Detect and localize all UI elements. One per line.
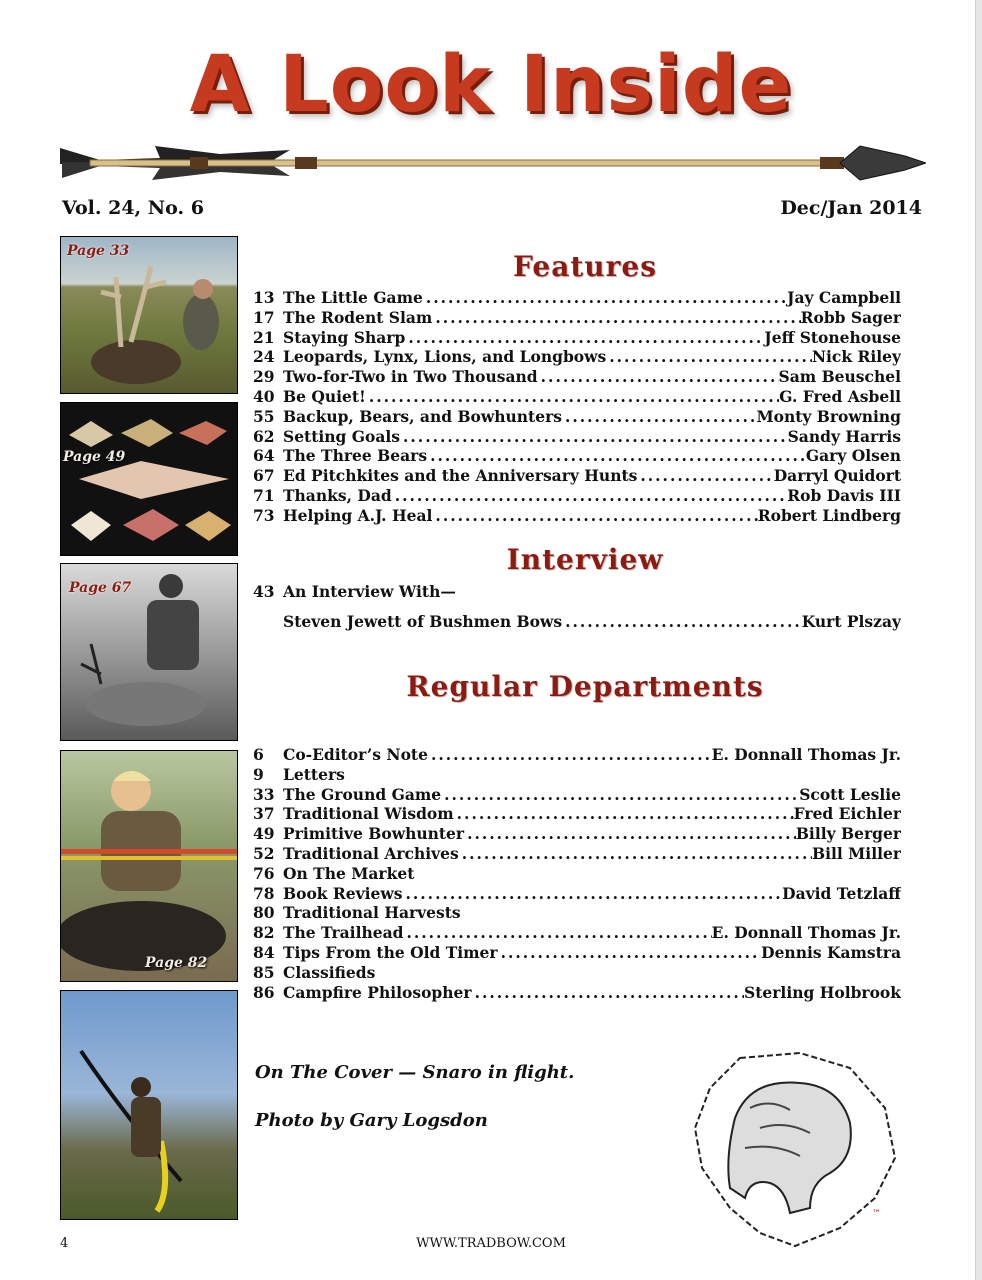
toc-page-number: 9	[253, 764, 264, 784]
toc-title: Staying Sharp	[283, 327, 406, 347]
toc-page-number: 85	[253, 962, 275, 982]
interview-heading: Interview	[506, 543, 664, 576]
toc-row[interactable]	[253, 427, 901, 447]
toc-row[interactable]	[253, 328, 901, 348]
toc-row[interactable]	[253, 864, 901, 884]
toc-title: On The Market	[283, 863, 415, 883]
toc-title: The Trailhead	[283, 923, 404, 943]
toc-page-number: 73	[253, 505, 275, 525]
toc-row[interactable]	[253, 765, 901, 785]
photo-arrowheads	[60, 402, 238, 556]
toc-title: Traditional Harvests	[283, 903, 461, 923]
toc-row[interactable]	[253, 387, 901, 407]
toc-author: Robert Lindberg	[757, 505, 901, 525]
toc-page-number: 21	[253, 327, 275, 347]
toc-row[interactable]	[253, 983, 901, 1003]
toc-page-number: 37	[253, 804, 275, 824]
toc-author: Fred Eichler	[793, 804, 901, 824]
toc-author: G. Fred Asbell	[779, 386, 901, 406]
toc-title: Thanks, Dad	[283, 485, 392, 505]
toc-row[interactable]	[253, 824, 901, 844]
toc-page-number: 17	[253, 307, 275, 327]
toc-row[interactable]	[253, 347, 901, 367]
toc-author: Scott Leslie	[799, 784, 901, 804]
toc-title: The Three Bears	[283, 446, 428, 466]
features-list	[253, 288, 901, 526]
toc-title: Backup, Bears, and Bowhunters	[283, 406, 562, 426]
page-title: A Look Inside	[189, 40, 793, 130]
toc-page-number: 13	[253, 288, 275, 307]
toc-page-number: 64	[253, 446, 275, 466]
toc-title: Letters	[283, 764, 345, 784]
toc-author: E. Donnall Thomas Jr.	[711, 745, 901, 764]
toc-title: The Little Game	[283, 288, 423, 307]
toc-row[interactable]	[253, 943, 901, 963]
toc-title: Co-Editor’s Note	[283, 745, 428, 764]
toc-title: An Interview With—	[283, 582, 456, 601]
toc-title: Setting Goals	[283, 426, 400, 446]
toc-page-number: 29	[253, 367, 275, 387]
toc-page-number: 82	[253, 923, 275, 943]
toc-author: Rob Davis III	[787, 485, 901, 505]
toc-author: Robb Sager	[800, 307, 901, 327]
toc-title: Helping A.J. Heal	[283, 505, 433, 525]
toc-row[interactable]	[253, 288, 901, 308]
toc-page-number: 76	[253, 863, 275, 883]
toc-page-number: 24	[253, 347, 275, 367]
toc-author: David Tetzlaff	[782, 883, 901, 903]
toc-row[interactable]	[253, 308, 901, 328]
toc-row[interactable]	[253, 582, 901, 602]
toc-title: Traditional Archives	[283, 843, 459, 863]
page-number: 4	[60, 1236, 69, 1251]
toc-author: Billy Berger	[795, 824, 901, 844]
issue-date: Dec/Jan 2014	[780, 197, 922, 219]
departments-heading: Regular Departments	[406, 670, 764, 703]
cover-photo-credit: Photo by Gary Logsdon	[255, 1110, 488, 1131]
toc-row[interactable]	[253, 745, 901, 765]
toc-title: Book Reviews	[283, 883, 403, 903]
toc-title: Leopards, Lynx, Lions, and Longbows	[283, 347, 607, 367]
toc-row[interactable]	[253, 367, 901, 387]
departments-list	[253, 745, 901, 1002]
toc-page-number: 67	[253, 466, 275, 486]
toc-page-number: 49	[253, 824, 275, 844]
toc-page-number: 6	[253, 745, 264, 764]
toc-title: Primitive Bowhunter	[283, 824, 465, 844]
toc-author: Darryl Quidort	[773, 466, 901, 486]
toc-author: Jay Campbell	[787, 288, 901, 307]
photo-caption: Page 67	[69, 580, 132, 596]
toc-page-number: 78	[253, 883, 275, 903]
toc-author: Bill Miller	[811, 843, 901, 863]
photo-caption: Page 49	[63, 449, 126, 465]
toc-author: Monty Browning	[756, 406, 901, 426]
toc-title: Traditional Wisdom	[283, 804, 454, 824]
toc-title: Steven Jewett of Bushmen Bows	[283, 611, 563, 631]
toc-title: Campfire Philosopher	[283, 982, 472, 1002]
toc-author: Dennis Kamstra	[761, 942, 901, 962]
masthead	[0, 40, 982, 130]
trademark-symbol: ™	[872, 1209, 881, 1219]
toc-row[interactable]	[253, 963, 901, 983]
toc-title: Classifieds	[283, 962, 376, 982]
toc-title: The Ground Game	[283, 784, 442, 804]
photo-javelina	[60, 750, 238, 982]
photo-caption: Page 33	[67, 243, 130, 259]
buffalo-arrowhead-logo	[690, 1048, 900, 1248]
toc-page-number: 80	[253, 903, 275, 923]
toc-row[interactable]	[253, 407, 901, 427]
toc-title: Two-for-Two in Two Thousand	[283, 367, 538, 387]
toc-title: Ed Pitchkites and the Anniversary Hunts	[283, 466, 638, 486]
toc-page-number: 43	[253, 582, 275, 601]
website-link[interactable]: WWW.TRADBOW.COM	[416, 1236, 566, 1251]
toc-title: Tips From the Old Timer	[283, 942, 498, 962]
toc-row[interactable]	[253, 612, 901, 632]
toc-row[interactable]	[253, 884, 901, 904]
toc-row[interactable]	[253, 446, 901, 466]
toc-row[interactable]	[253, 923, 901, 943]
photo-cover	[60, 990, 238, 1220]
toc-author: E. Donnall Thomas Jr.	[711, 923, 901, 943]
toc-row[interactable]	[253, 785, 901, 805]
page-edge	[975, 0, 982, 1280]
toc-row[interactable]	[253, 466, 901, 486]
interview-entry	[253, 582, 901, 632]
toc-row[interactable]	[253, 486, 901, 506]
toc-author: Jeff Stonehouse	[764, 327, 901, 347]
toc-author: Sandy Harris	[787, 426, 901, 446]
toc-page-number: 33	[253, 784, 275, 804]
toc-page-number: 84	[253, 942, 275, 962]
photo-caribou	[60, 236, 238, 394]
toc-author: Nick Riley	[811, 347, 901, 367]
toc-page-number: 52	[253, 843, 275, 863]
toc-page-number: 62	[253, 426, 275, 446]
toc-row[interactable]	[253, 804, 901, 824]
toc-title: Be Quiet!	[283, 386, 366, 406]
volume-number: Vol. 24, No. 6	[62, 197, 204, 219]
toc-row[interactable]	[253, 903, 901, 923]
toc-page-number: 71	[253, 485, 275, 505]
toc-row[interactable]	[253, 844, 901, 864]
toc-author: Sterling Holbrook	[744, 982, 901, 1002]
photo-deer-hunter	[60, 563, 238, 741]
toc-page-number: 86	[253, 982, 275, 1002]
cover-caption: On The Cover — Snaro in flight.	[255, 1062, 575, 1083]
toc-title: The Rodent Slam	[283, 307, 433, 327]
features-heading: Features	[513, 250, 657, 283]
toc-author: Gary Olsen	[805, 446, 901, 466]
photo-caption: Page 82	[145, 955, 208, 971]
toc-page-number: 55	[253, 406, 275, 426]
toc-page-number: 40	[253, 386, 275, 406]
toc-author: Kurt Plszay	[801, 611, 901, 631]
arrow-illustration	[60, 140, 926, 186]
toc-author: Sam Beuschel	[778, 367, 901, 387]
toc-row[interactable]	[253, 506, 901, 526]
